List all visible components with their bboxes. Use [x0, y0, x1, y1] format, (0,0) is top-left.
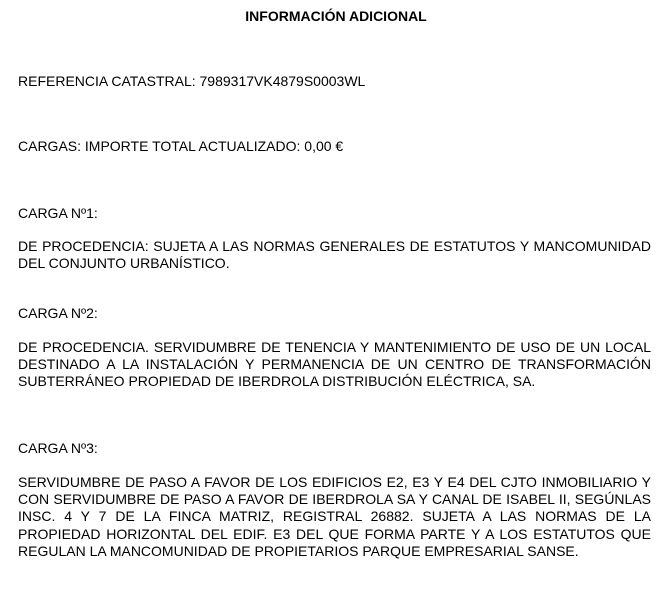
page-title: INFORMACIÓN ADICIONAL: [245, 8, 427, 24]
carga-1-heading: CARGA Nº1:: [18, 205, 98, 221]
carga-3-heading: CARGA Nº3:: [18, 440, 98, 456]
referencia-catastral: REFERENCIA CATASTRAL: 7989317VK4879S0003WL: [18, 73, 366, 89]
cargas-total: CARGAS: IMPORTE TOTAL ACTUALIZADO: 0,00 €: [18, 138, 344, 154]
carga-1-text: DE PROCEDENCIA: SUJETA A LAS NORMAS GENERALES DE ESTATUTOS Y MANCOMUNIDAD DEL CONJUNTO URBANÍSTICO.: [18, 238, 651, 272]
carga-3-text: SERVIDUMBRE DE PASO A FAVOR DE LOS EDIFICIOS E2, E3 Y E4 DEL CJTO INMOBILIARIO Y CON SERVIDUMBRE DE PASO A FAVOR DE IBERDROLA SA Y CANAL DE ISABEL II, SEGÚNLAS INSC. 4 Y 7 DE LA FINCA MATRIZ, REGISTRAL 26882. SUJETA A LAS NORMAS DE LA PROPIEDAD HORIZONTAL DEL EDIF. E3 DEL QUE FORMA PARTE Y A LOS ESTATUTOS QUE REGULAN LA MANCOMUNIDAD DE PROPIETARIOS PARQUE EMPRESARIAL SANSE.: [18, 474, 651, 559]
carga-2-heading: CARGA Nº2:: [18, 305, 98, 321]
carga-2-text: DE PROCEDENCIA. SERVIDUMBRE DE TENENCIA Y MANTENIMIENTO DE USO DE UN LOCAL DESTINADO A LA INSTALACIÓN Y PERMANENCIA DE UN CENTRO DE TRANSFORMACIÓN SUBTERRÁNEO PROPIEDAD DE IBERDROLA DISTRIBUCIÓN ELÉCTRICA, SA.: [18, 339, 651, 390]
